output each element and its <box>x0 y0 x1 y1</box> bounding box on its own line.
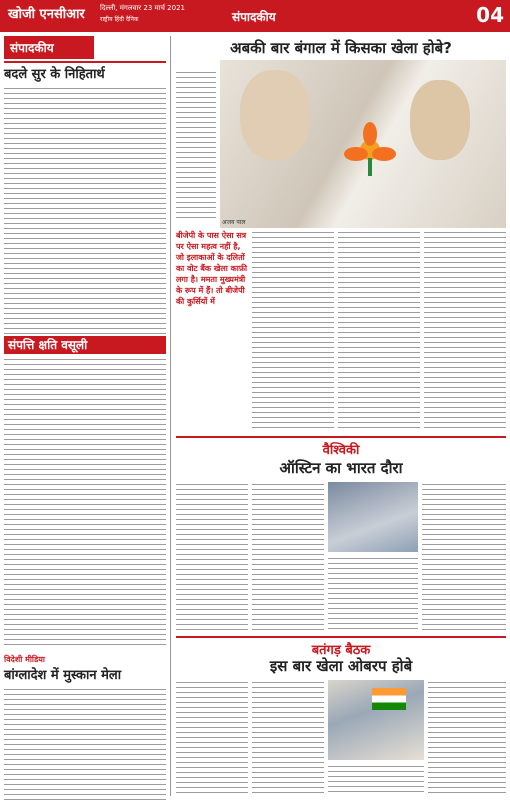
article-body <box>328 764 424 796</box>
article-body <box>428 680 506 796</box>
article-body <box>4 687 166 800</box>
section-rule <box>176 636 506 638</box>
article-body <box>338 230 420 430</box>
editorial-headline-3: बांग्लादेश में मुस्कान मेला <box>4 668 122 683</box>
page-number: 04 <box>476 3 504 27</box>
article-body <box>176 482 248 630</box>
article-body <box>4 86 166 336</box>
foreign-headline: ऑस्टिन का भारत दौरा <box>279 459 403 477</box>
article-body <box>328 556 418 630</box>
masthead <box>0 0 510 32</box>
article-body <box>176 680 248 796</box>
article-body <box>424 230 506 430</box>
left-column <box>4 36 166 800</box>
column-divider <box>170 36 171 796</box>
section-rule <box>176 436 506 438</box>
news-photo <box>328 482 418 552</box>
paper-tagline: राष्ट्रीय हिंदी दैनिक <box>100 16 139 23</box>
article-body <box>176 70 216 220</box>
article-body <box>252 680 324 796</box>
bottom-section-title: बतंगड़ बैठक <box>311 643 371 658</box>
article-body <box>422 482 506 630</box>
article-body <box>252 482 324 630</box>
person-photo <box>240 70 310 160</box>
article-body <box>4 357 166 647</box>
issue-date: दिल्ली, मंगलवार 23 मार्च 2021 <box>100 4 185 12</box>
bottom-headline: इस बार खेला ओबरप होबे <box>269 657 413 675</box>
pull-quote: बीजेपी के पास ऐसा सत्र पर ऐसा महत्व नहीं है, जो इलाकाओं के दलितों का वोट बैंक खेला काफ़ी लगा है। ममता मुख्यमंत्री के रूप में हैं। तो बीजेपी की कुर्सियों में <box>176 231 248 306</box>
editorial-banner: संपादकीय <box>4 36 94 59</box>
flower-symbol-icon <box>340 120 400 180</box>
flag-icon <box>372 688 406 710</box>
editorial-headline-1: बदले सुर के निहितार्थ <box>4 67 105 82</box>
section-name: संपादकीय <box>232 10 276 24</box>
divider <box>4 61 166 63</box>
lead-photo <box>220 60 506 228</box>
paper-logo: खोजी एनसीआर <box>8 7 85 22</box>
article-body <box>252 230 334 430</box>
editorial-headline-2: संपत्ति क्षति वसूली <box>4 336 166 354</box>
foreign-section-title: वैश्विकी <box>322 443 360 458</box>
photo-credit: अजय पाल <box>222 219 246 226</box>
person-photo <box>410 80 470 160</box>
section-tag: विदेशी मीडिया <box>4 655 45 664</box>
main-headline: अबकी बार बंगाल में किसका खेला होबे? <box>230 39 452 57</box>
